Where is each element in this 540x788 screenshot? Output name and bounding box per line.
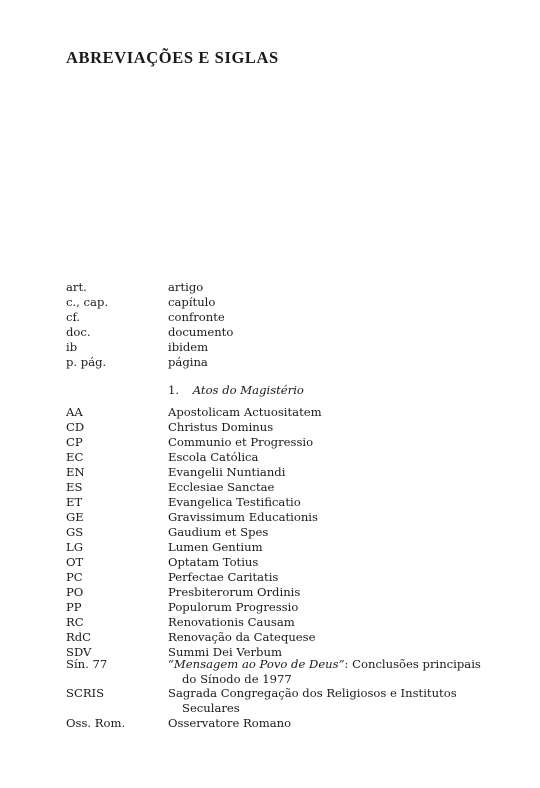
abbreviation: ib	[66, 340, 78, 354]
meaning-text: Sagrada Congregação dos Religiosos e Institutos	[168, 686, 457, 700]
abbreviation: SCRIS	[66, 686, 105, 700]
abbreviation: PP	[66, 600, 82, 614]
abbreviation: ET	[66, 495, 83, 509]
abbreviation: GS	[66, 525, 84, 539]
abbreviation: OT	[66, 555, 84, 569]
section-title: Atos do Magistério	[192, 383, 304, 397]
meaning: documento	[168, 325, 234, 339]
meaning-italic: “Mensagem ao Povo de Deus”	[168, 657, 345, 671]
abbreviation: CD	[66, 420, 85, 434]
meaning: Perfectae Caritatis	[168, 570, 279, 584]
meaning: Osservatore Romano	[168, 716, 292, 730]
meaning: Evangelii Nuntiandi	[168, 465, 286, 479]
meaning: capítulo	[168, 295, 216, 309]
meaning: Populorum Progressio	[168, 600, 299, 614]
meaning: Presbiterorum Ordinis	[168, 585, 301, 599]
abbreviation: art.	[66, 280, 87, 294]
meaning	[168, 686, 528, 716]
meaning-continuation: Seculares	[182, 701, 240, 715]
meaning: Gravissimum Educationis	[168, 510, 318, 524]
abbreviation: doc.	[66, 325, 91, 339]
abbreviation: p. pág.	[66, 355, 107, 369]
meaning: Escola Católica	[168, 450, 259, 464]
meaning	[168, 657, 528, 687]
meaning: artigo	[168, 280, 204, 294]
section-heading	[168, 383, 304, 397]
meaning: Evangelica Testificatio	[168, 495, 301, 509]
meaning: Summi Dei Verbum	[168, 645, 282, 659]
abbreviation: PO	[66, 585, 84, 599]
meaning: Christus Dominus	[168, 420, 274, 434]
meaning: Communio et Progressio	[168, 435, 314, 449]
abbreviation: Oss. Rom.	[66, 716, 126, 730]
meaning: Gaudium et Spes	[168, 525, 269, 539]
abbreviation: ES	[66, 480, 83, 494]
meaning-rest: : Conclusões principais	[344, 657, 481, 671]
meaning: ibidem	[168, 340, 209, 354]
meaning: Renovação da Catequese	[168, 630, 316, 644]
meaning: página	[168, 355, 208, 369]
meaning: Lumen Gentium	[168, 540, 263, 554]
abbreviation: Sín. 77	[66, 657, 108, 671]
abbreviation: AA	[66, 405, 83, 419]
meaning: Renovationis Causam	[168, 615, 295, 629]
abbreviation: RC	[66, 615, 84, 629]
meaning: Optatam Totius	[168, 555, 259, 569]
meaning: Ecclesiae Sanctae	[168, 480, 275, 494]
section-number: 1.	[168, 383, 180, 397]
meaning: Apostolicam Actuositatem	[168, 405, 322, 419]
abbreviation: CP	[66, 435, 83, 449]
abbreviation: cf.	[66, 310, 81, 324]
meaning: confronte	[168, 310, 225, 324]
abbreviation: SDV	[66, 645, 92, 659]
abbreviation: PC	[66, 570, 83, 584]
abbreviation: c., cap.	[66, 295, 109, 309]
meaning-continuation: do Sínodo de 1977	[182, 672, 292, 686]
abbreviation: LG	[66, 540, 83, 554]
abbreviation: EN	[66, 465, 85, 479]
abbreviation: GE	[66, 510, 84, 524]
abbreviation: EC	[66, 450, 84, 464]
abbreviation: RdC	[66, 630, 92, 644]
page-title: ABREVIAÇÕES E SIGLAS	[66, 48, 279, 67]
